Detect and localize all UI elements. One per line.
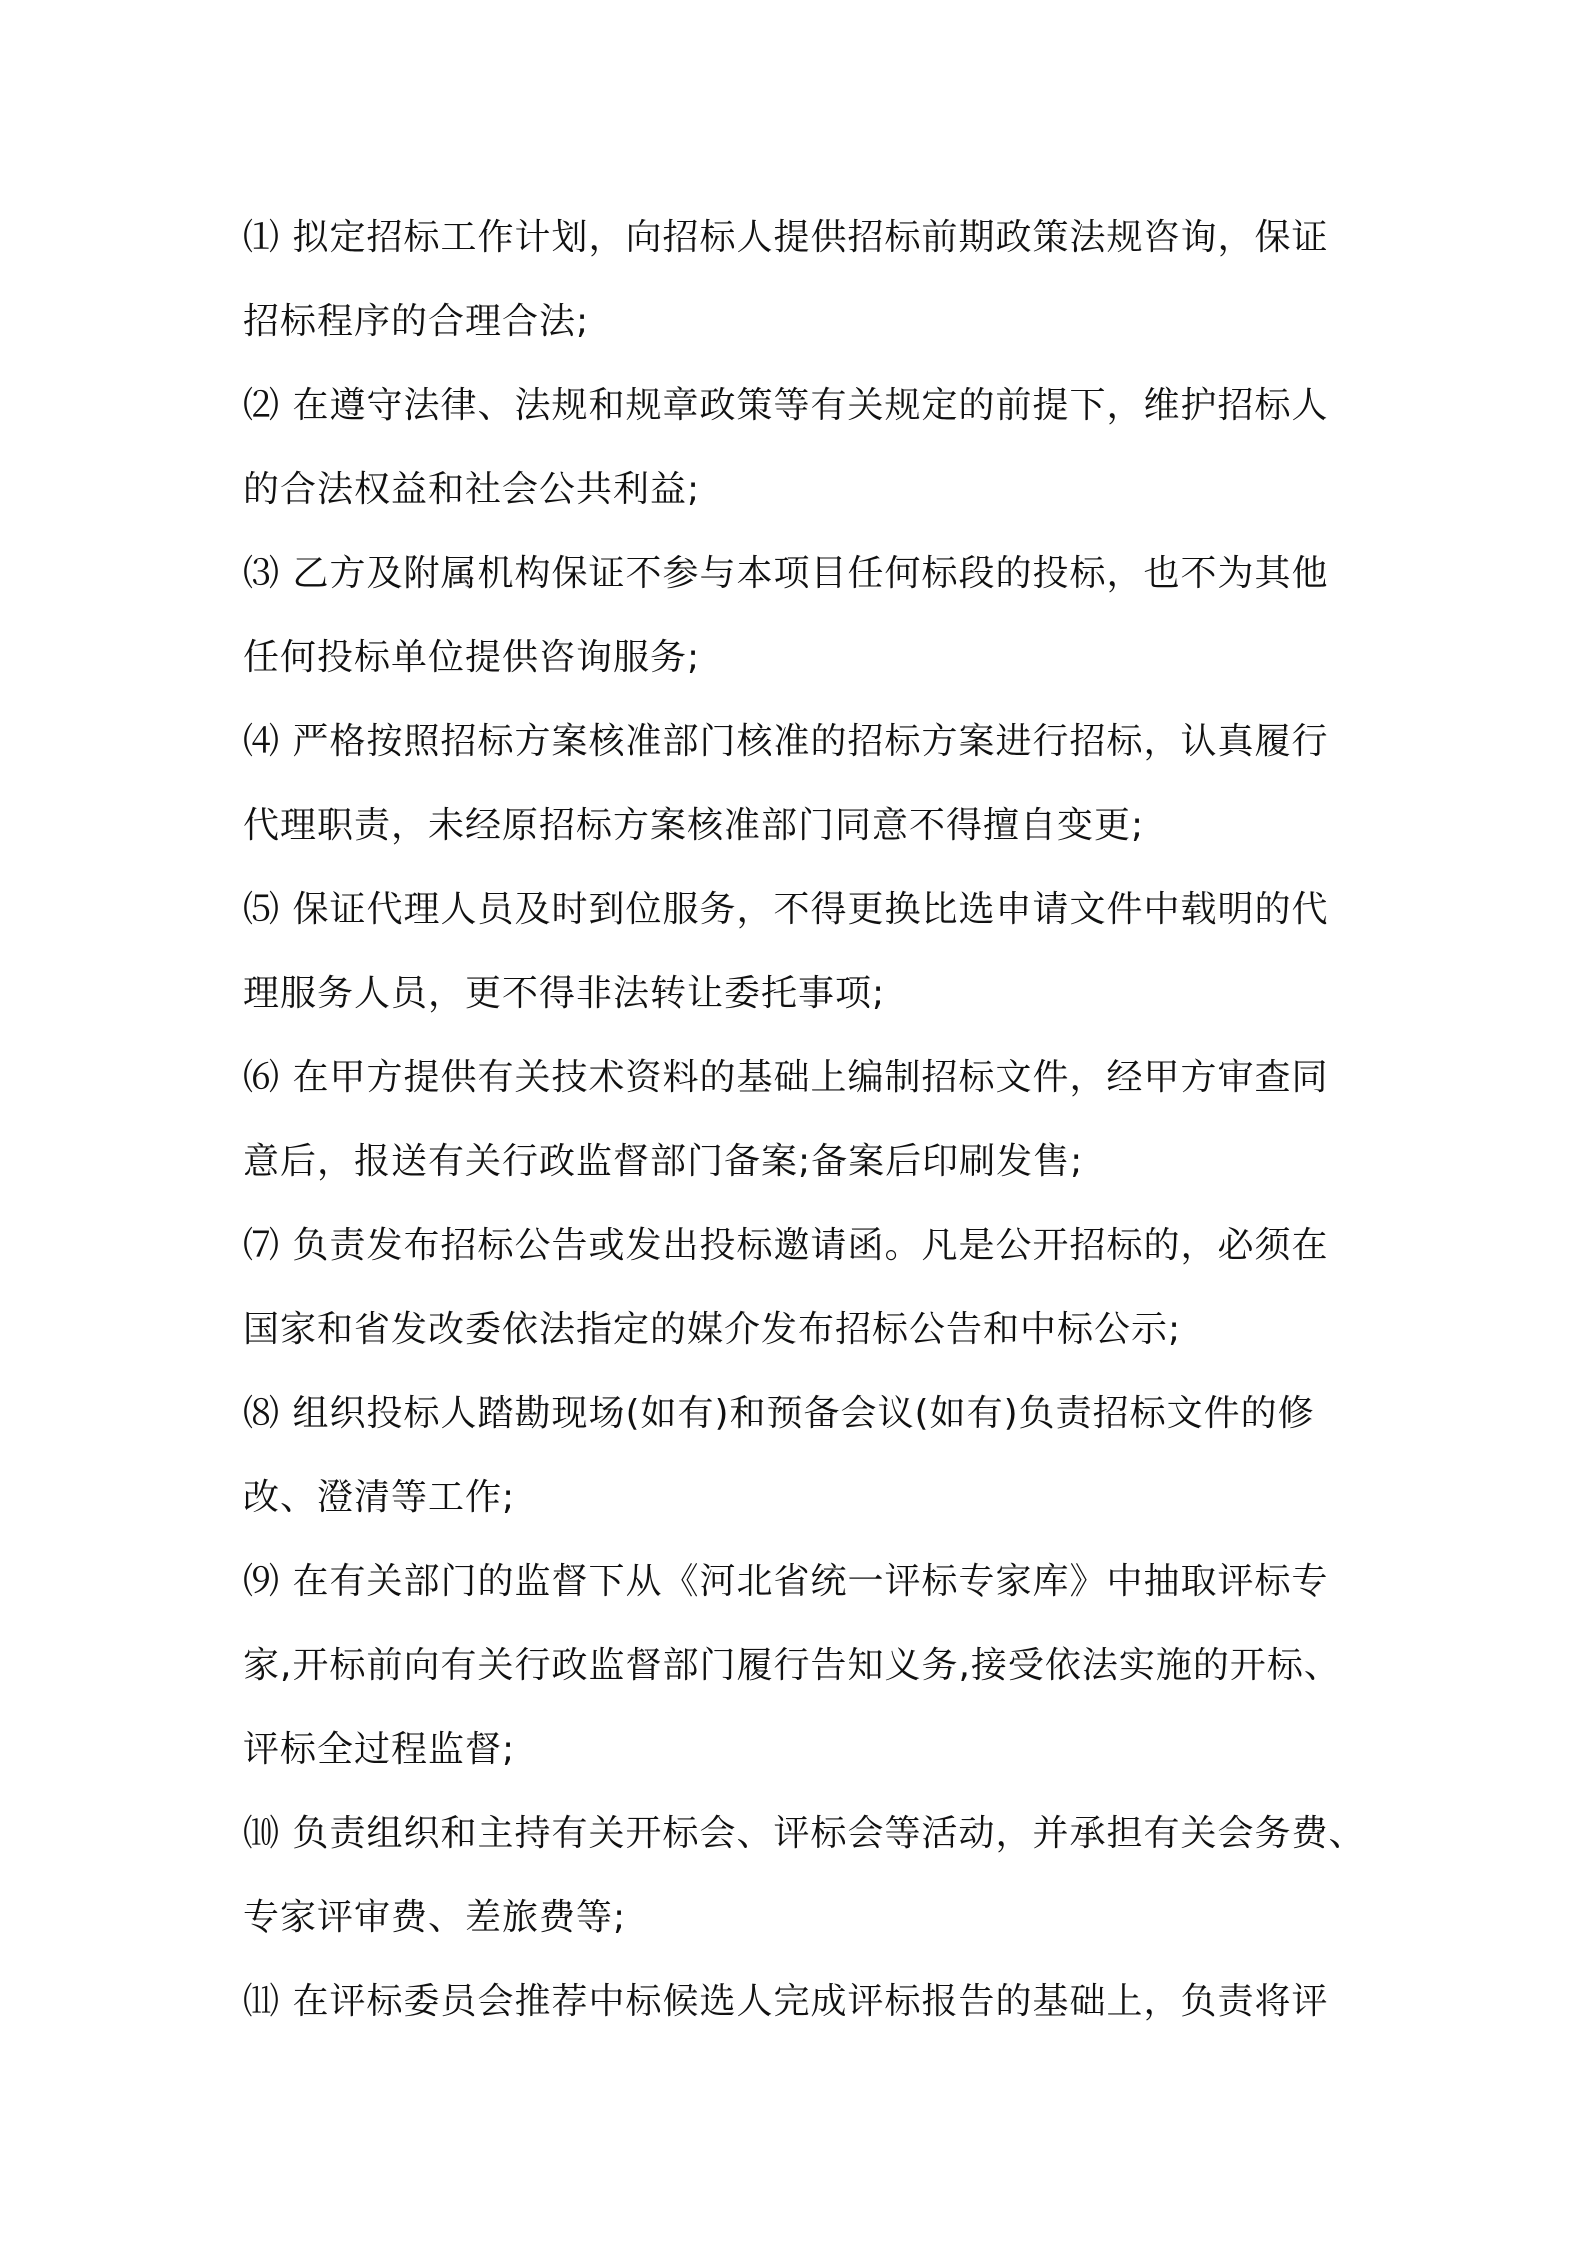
text-line: ⑾ 在评标委员会推荐中标候选人完成评标报告的基础上，负责将评 xyxy=(243,1981,1329,2022)
text-line: ⑶ 乙方及附属机构保证不参与本项目任何标段的投标，也不为其他 xyxy=(243,553,1329,594)
text-line: 理服务人员，更不得非法转让委托事项; xyxy=(243,973,886,1014)
document-body xyxy=(243,196,1366,2044)
text-line: 的合法权益和社会公共利益; xyxy=(243,469,701,510)
text-line: ⑵ 在遵守法律、法规和规章政策等有关规定的前提下，维护招标人 xyxy=(243,385,1329,426)
text-line: ⑴ 拟定招标工作计划，向招标人提供招标前期政策法规咨询，保证 xyxy=(243,217,1329,258)
text-line: 意后，报送有关行政监督部门备案;备案后印刷发售; xyxy=(243,1141,1084,1182)
text-line: 改、澄清等工作; xyxy=(243,1477,516,1518)
text-line: 评标全过程监督; xyxy=(243,1729,516,1770)
text-line: ⑻ 组织投标人踏勘现场(如有)和预备会议(如有)负责招标文件的修 xyxy=(243,1393,1315,1434)
text-line: ⑹ 在甲方提供有关技术资料的基础上编制招标文件，经甲方审查同 xyxy=(243,1057,1329,1098)
text-line: 任何投标单位提供咨询服务; xyxy=(243,637,701,678)
text-line: ⑺ 负责发布招标公告或发出投标邀请函。凡是公开招标的，必须在 xyxy=(243,1225,1329,1266)
text-line: 招标程序的合理合法; xyxy=(243,301,590,342)
text-line: ⑸ 保证代理人员及时到位服务，不得更换比选申请文件中载明的代 xyxy=(243,889,1329,930)
text-line: 代理职责，未经原招标方案核准部门同意不得擅自变更; xyxy=(243,805,1145,846)
text-line: 国家和省发改委依法指定的媒介发布招标公告和中标公示; xyxy=(243,1309,1182,1350)
text-line: 家,开标前向有关行政监督部门履行告知义务,接受依法实施的开标、 xyxy=(243,1645,1341,1686)
text-line: ⑼ 在有关部门的监督下从《河北省统一评标专家库》中抽取评标专 xyxy=(243,1561,1329,1602)
text-line: ⑽ 负责组织和主持有关开标会、评标会等活动，并承担有关会务费、 xyxy=(243,1813,1366,1854)
text-line: ⑷ 严格按照招标方案核准部门核准的招标方案进行招标，认真履行 xyxy=(243,721,1329,762)
text-line: 专家评审费、差旅费等; xyxy=(243,1897,627,1938)
